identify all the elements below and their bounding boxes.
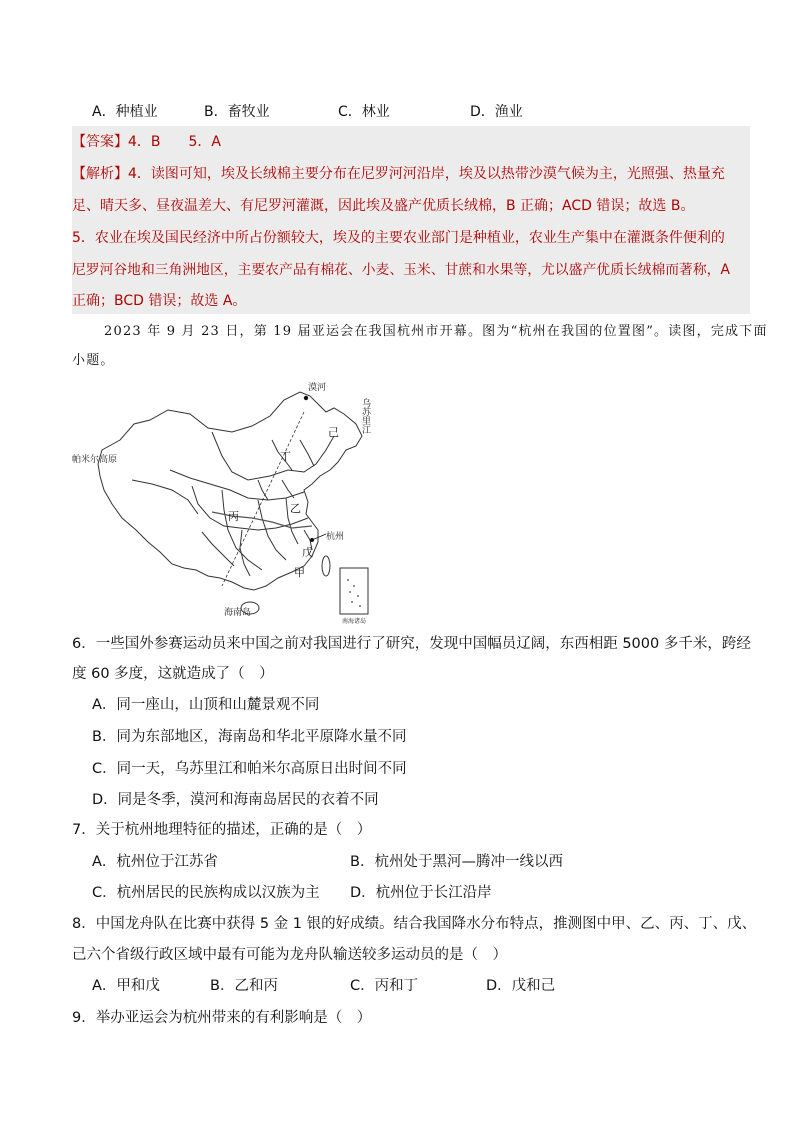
q7-option-d: D．杭州位于长江沿岸: [350, 885, 492, 901]
q7-stem: 7．关于杭州地理特征的描述，正确的是（ ）: [72, 822, 372, 838]
prev-option-d: D．渔业: [470, 104, 523, 120]
q7-option-b: B．杭州处于黑河—腾冲一线以西: [350, 854, 563, 870]
intro-line-2: 小题。: [72, 353, 115, 368]
q6-option-c: C．同一天，乌苏里江和帕米尔高原日出时间不同: [92, 761, 407, 777]
region-ding: 丁: [280, 450, 291, 463]
answer-text: 4．B 5．A: [128, 134, 221, 150]
china-map-outline: [72, 380, 372, 622]
q6-option-d: D．同是冬季，漠河和海南岛居民的衣着不同: [92, 792, 379, 808]
q8-option-a: A．甲和戊: [92, 978, 160, 994]
map-label-inset: 南海诸岛: [342, 618, 367, 625]
map-label-hangzhou: 杭州: [326, 532, 345, 542]
answer-tag: 【答案】: [72, 134, 128, 150]
region-wu: 戊: [302, 546, 313, 559]
prev-option-a: A．种植业: [92, 104, 158, 120]
map-label-wusuli: 乌苏里江: [360, 398, 370, 434]
intro-line-1: 2023 年 9 月 23 日，第 19 届亚运会在我国杭州市开幕。图为“杭州在我国的位置图”。读图，完成下面: [104, 324, 768, 339]
region-yi: 乙: [290, 502, 301, 515]
analysis-text-1: 4．读图可知，埃及长绒棉主要分布在尼罗河河沿岸，埃及以热带沙漠气候为主，光照强、热量充: [128, 166, 725, 182]
answer-line: [72, 131, 221, 153]
map-label-pamir: 帕米尔高原: [72, 455, 118, 465]
region-ji: 己: [328, 426, 339, 439]
analysis-line-1: [72, 163, 725, 185]
q8-option-c: C．丙和丁: [350, 978, 419, 994]
q6-option-a: A．同一座山，山顶和山麓景观不同: [92, 697, 320, 713]
q6-stem-line-1: 6．一些国外参赛运动员来中国之前对我国进行了研究，发现中国幅员辽阔，东西相距 5000 多千米，跨经: [72, 636, 751, 652]
q9-stem: 9．举办亚运会为杭州带来的有利影响是（ ）: [72, 1010, 372, 1026]
region-bing: 丙: [228, 510, 239, 523]
analysis-line-3: 5．农业在埃及国民经济中所占份额较大，埃及的主要农业部门是种植业，农业生产集中在灌溉条件便利的: [72, 230, 725, 246]
q8-stem-line-2: 己六个省级行政区域中最有可能为龙舟队输送较多运动员的是（ ）: [72, 947, 507, 963]
map-label-hainan: 海南岛: [224, 608, 252, 618]
q8-stem-line-1: 8．中国龙舟队在比赛中获得 5 金 1 银的好成绩。结合我国降水分布特点，推测图中甲、乙、丙、丁、戊、: [72, 916, 757, 932]
answer-box: [72, 126, 750, 314]
prev-option-b: B．畜牧业: [204, 104, 270, 120]
analysis-line-2: 足、晴天多、昼夜温差大、有尼罗河灌溉，因此埃及盛产优质长绒棉，B 正确；ACD 错误；故选 B。: [72, 198, 695, 214]
analysis-tag: 【解析】: [72, 166, 128, 182]
china-map: [72, 380, 372, 625]
prev-option-c: C．林业: [338, 104, 390, 120]
q8-option-b: B．乙和丙: [210, 978, 278, 994]
q6-stem-line-2: 度 60 多度，这就造成了（ ）: [72, 666, 274, 682]
map-label-mohe: 漠河: [308, 383, 327, 393]
analysis-line-5: 正确；BCD 错误；故选 A。: [72, 293, 247, 309]
q6-option-b: B．同为东部地区，海南岛和华北平原降水量不同: [92, 729, 407, 745]
region-jia: 甲: [294, 566, 305, 579]
analysis-line-4: 尼罗河谷地和三角洲地区，主要农产品有棉花、小麦、玉米、甘蔗和水果等，尤以盛产优质长绒棉而著称，A: [72, 262, 730, 278]
q7-option-c: C．杭州居民的民族构成以汉族为主: [92, 885, 320, 901]
q8-option-d: D．戊和己: [486, 978, 556, 994]
q7-option-a: A．杭州位于江苏省: [92, 854, 218, 870]
